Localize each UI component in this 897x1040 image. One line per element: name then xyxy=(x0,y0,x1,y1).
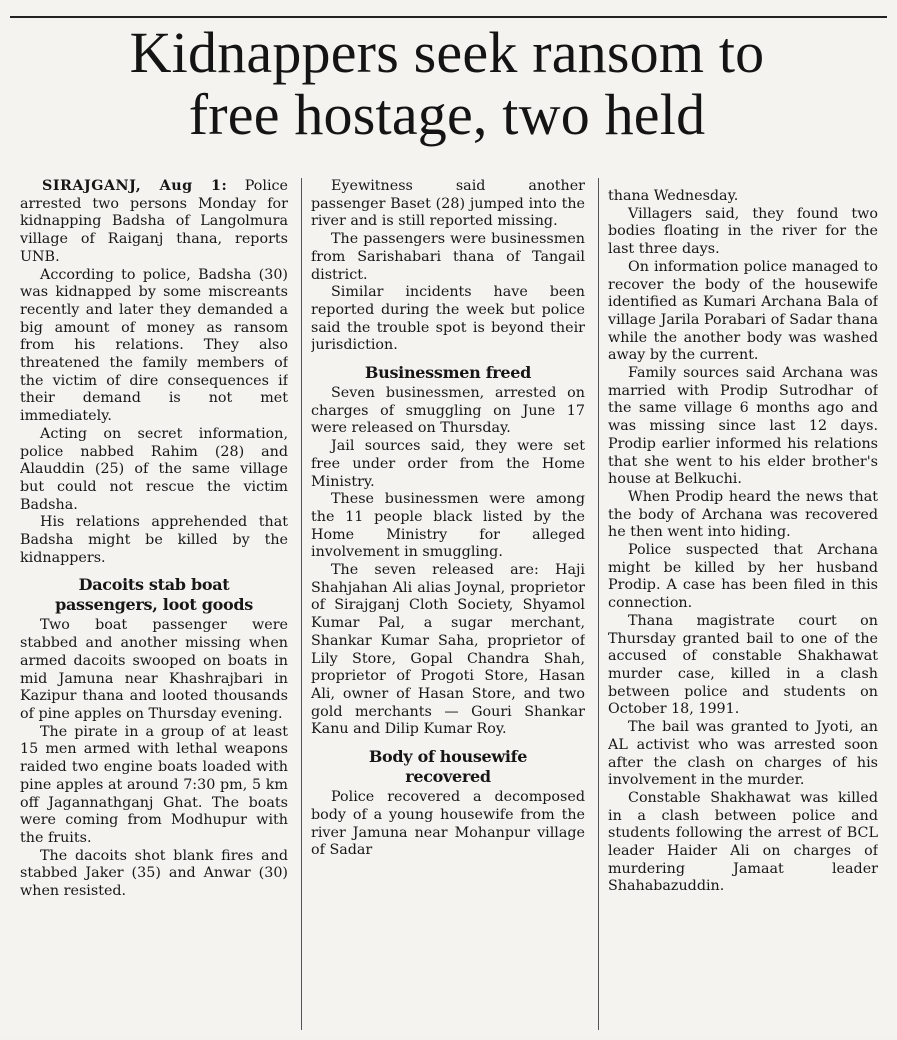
paragraph: Thana magistrate court on Thursday granted bail to one of the accused of constable Shakhawat murder case, killed in a clash between police and students on October 18, 1991. xyxy=(608,612,878,718)
subheading-line: Dacoits stab boat xyxy=(78,575,230,595)
paragraph: Eyewitness said another passenger Baset (28) jumped into the river and is still reported missing. xyxy=(311,178,585,230)
subheading-businessmen-freed xyxy=(311,363,585,383)
paragraph: These businessmen were among the 11 people black listed by the Home Ministry for alleged involvement in smuggling. xyxy=(311,491,585,561)
paragraph: His relations apprehended that Badsha might be killed by the kidnappers. xyxy=(20,514,288,566)
subheading-line: Body of housewife xyxy=(368,747,528,767)
paragraph: Seven businessmen, arrested on charges of smuggling on June 17 were released on Thursday. xyxy=(311,385,585,437)
subheading-line: passengers, loot goods xyxy=(55,595,253,615)
subheading-line: recovered xyxy=(405,767,491,787)
paragraph: Family sources said Archana was married with Prodip Sutrodhar of the same village 6 months ago and was missing since last 12 days. Prodip earlier informed his relations that she went to his elder brother's house at Belkuchi. xyxy=(608,365,878,488)
column-1 xyxy=(20,178,288,1030)
paragraph: Jail sources said, they were set free under order from the Home Ministry. xyxy=(311,438,585,490)
paragraph: Acting on secret information, police nabbed Rahim (28) and Alauddin (25) of the same village but could not rescue the victim Badsha. xyxy=(20,425,288,513)
headline-line-2: free hostage, two held xyxy=(188,82,706,147)
paragraph-text: Police arrested two persons Monday for kidnapping Badsha of Langolmura village of Raiganj thana, reports UNB. xyxy=(20,178,288,265)
paragraph: The bail was granted to Jyoti, an AL activist who was arrested soon after the clash on charges of his involvement in the murder. xyxy=(608,719,878,789)
headline-line-1: Kidnappers seek ransom to xyxy=(129,20,765,85)
paragraph: Two boat passenger were stabbed and another missing when armed dacoits swooped on boats in mid Jamuna near Khashrajbari in Kazipur thana and looted thousands of pine apples on Thursday evening. xyxy=(20,617,288,722)
paragraph: On information police managed to recover the body of the housewife identified as Kumari Archana Bala of village Jarila Porabari of Sadar thana while the another body was washed away by the current. xyxy=(608,258,878,364)
paragraph: Constable Shakhawat was killed in a clash between police and students following the arrest of BCL leader Haider Ali on charges of murdering Jamaat leader Shahabazuddin. xyxy=(608,789,878,895)
column-3 xyxy=(608,188,878,1040)
paragraph: The pirate in a group of at least 15 men armed with lethal weapons raided two engine boats loaded with pine apples at around 7:30 pm, 5 km off Jagannathganj Ghat. The boats were coming from Modhupur with the fruits. xyxy=(20,723,288,846)
paragraph: The passengers were businessmen from Sarishabari thana of Tangail district. xyxy=(311,231,585,283)
subheading-dacoits xyxy=(20,575,288,615)
paragraph: Police recovered a decomposed body of a young housewife from the river Jamuna near Mohanpur village of Sadar xyxy=(311,789,585,859)
subheading-body-of-housewife xyxy=(311,747,585,787)
article-body xyxy=(20,178,882,1030)
paragraph xyxy=(20,178,288,267)
paragraph: thana Wednesday. xyxy=(608,188,739,204)
headline xyxy=(12,22,882,146)
paragraph: Villagers said, they found two bodies floating in the river for the last three days. xyxy=(608,205,878,258)
paragraph: According to police, Badsha (30) was kidnapped by some miscreants recently and later they demanded a big amount of money as ransom from his relations. They also threatened the family members of the victim of dire consequences if their demand is not met immediately. xyxy=(20,266,288,425)
column-2 xyxy=(311,178,585,1030)
paragraph: The seven released are: Haji Shahjahan Ali alias Joynal, proprietor of Sirajganj Cloth Society, Shyamol Kumar Pal, a sugar merchant, Shankar Kumar Saha, proprietor of Lily Store, Gopal Chandra Shah, proprietor of Progoti Store, Hasan Ali, owner of Hasan Store, and two gold merchants — Gouri Shankar Kanu and Dilip Kumar Roy. xyxy=(311,562,585,738)
paragraph: The dacoits shot blank fires and stabbed Jaker (35) and Anwar (30) when resisted. xyxy=(20,847,288,900)
paragraph: Similar incidents have been reported during the week but police said the trouble spot is beyond their jurisdiction. xyxy=(311,284,585,354)
paragraph: Police suspected that Archana might be killed by her husband Prodip. A case has been filed in this connection. xyxy=(608,542,878,612)
subheading-line: Businessmen freed xyxy=(364,363,532,383)
paragraph: When Prodip heard the news that the body of Archana was recovered he then went into hiding. xyxy=(608,488,878,541)
dateline: SIRAJGANJ, Aug 1: xyxy=(42,178,228,194)
top-rule xyxy=(10,16,887,18)
